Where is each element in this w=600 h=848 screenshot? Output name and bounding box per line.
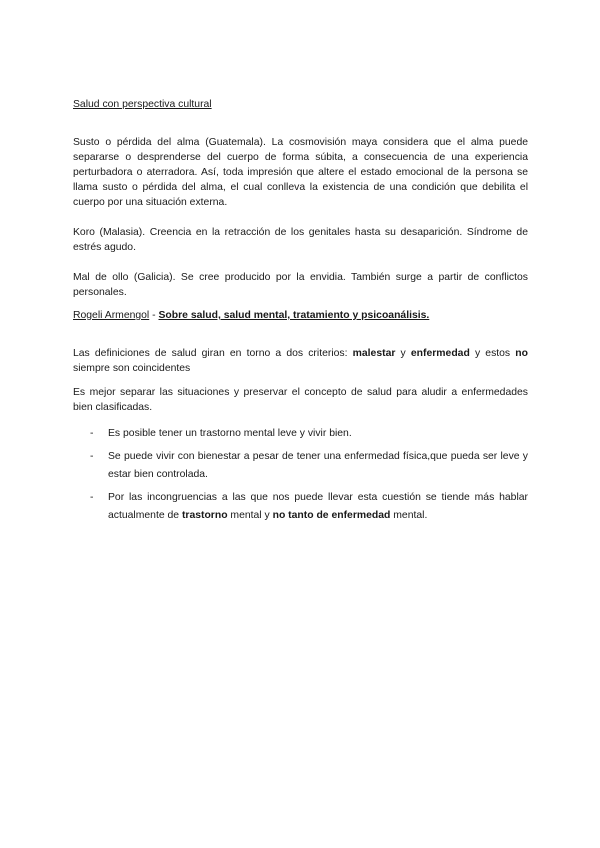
- bullet-dash: -: [90, 491, 94, 503]
- paragraph-koro: Koro (Malasia). Creencia en la retracción de los genitales hasta su desaparición. Síndrome de estrés agudo.: [73, 227, 528, 253]
- bullet-text-2: Se puede vivir con bienestar a pesar de tener una enfermedad física,que pueda ser leve y estar bien controlada.: [108, 450, 528, 480]
- bullet-text-3b: mental y: [227, 510, 273, 521]
- bullet-dash: -: [90, 428, 94, 439]
- paragraph-mal-de-ollo: Mal de ollo (Galicia). Se cree producido por la envidia. También surge a partir de conflictos personales.: [73, 272, 528, 298]
- section-heading: Salud con perspectiva cultural: [73, 99, 212, 110]
- definitions-text-4: siempre son coincidentes: [73, 363, 191, 374]
- reference-author: Rogeli Armengol: [73, 310, 150, 321]
- document-content: [73, 97, 528, 530]
- definitions-text-1: Las definiciones de salud giran en torno a dos criterios:: [73, 348, 353, 359]
- bullet-text-3c: mental.: [390, 510, 428, 521]
- bullet-item-2: [73, 448, 528, 485]
- definitions-bold-no: no: [515, 348, 528, 359]
- bullet-item-3: [73, 489, 528, 526]
- reference-title: Sobre salud, salud mental, tratamiento y psicoanálisis.: [158, 310, 430, 321]
- definitions-text-3: y estos: [469, 348, 516, 359]
- bullet-list: [73, 425, 528, 526]
- reference-line: [73, 308, 528, 323]
- bullet-text-1: Es posible tener un trastorno mental leve y vivir bien.: [108, 428, 352, 439]
- bullet-dash: -: [90, 450, 94, 462]
- paragraph-separation: Es mejor separar las situaciones y preservar el concepto de salud para aludir a enfermedades bien clasificadas.: [73, 387, 528, 413]
- bullet-bold-trastorno: trastorno: [181, 510, 228, 521]
- paragraph-definitions: [73, 346, 528, 376]
- bullet-item-1: [73, 425, 528, 444]
- reference-separator: -: [149, 310, 159, 321]
- definitions-bold-enfermedad: enfermedad: [410, 348, 470, 359]
- definitions-bold-malestar: malestar: [352, 348, 396, 359]
- bullet-text-3a: Por las incongruencias a las que nos puede llevar esta cuestión se tiende más hablar actualmente de: [108, 491, 528, 521]
- bullet-bold-no-tanto: no tanto de enfermedad: [272, 510, 391, 521]
- definitions-text-2: y: [395, 348, 411, 359]
- paragraph-susto: Susto o pérdida del alma (Guatemala). La cosmovisión maya considera que el alma puede separarse o desprenderse del cuerpo de forma súbita, a consecuencia de una experiencia perturbadora o aterradora. Así, toda impresión que altere el estado emocional de la persona se llama susto o pérdida del alma, el cual conlleva la existencia de una condición que debilita el cuerpo por una situación externa.: [73, 137, 528, 208]
